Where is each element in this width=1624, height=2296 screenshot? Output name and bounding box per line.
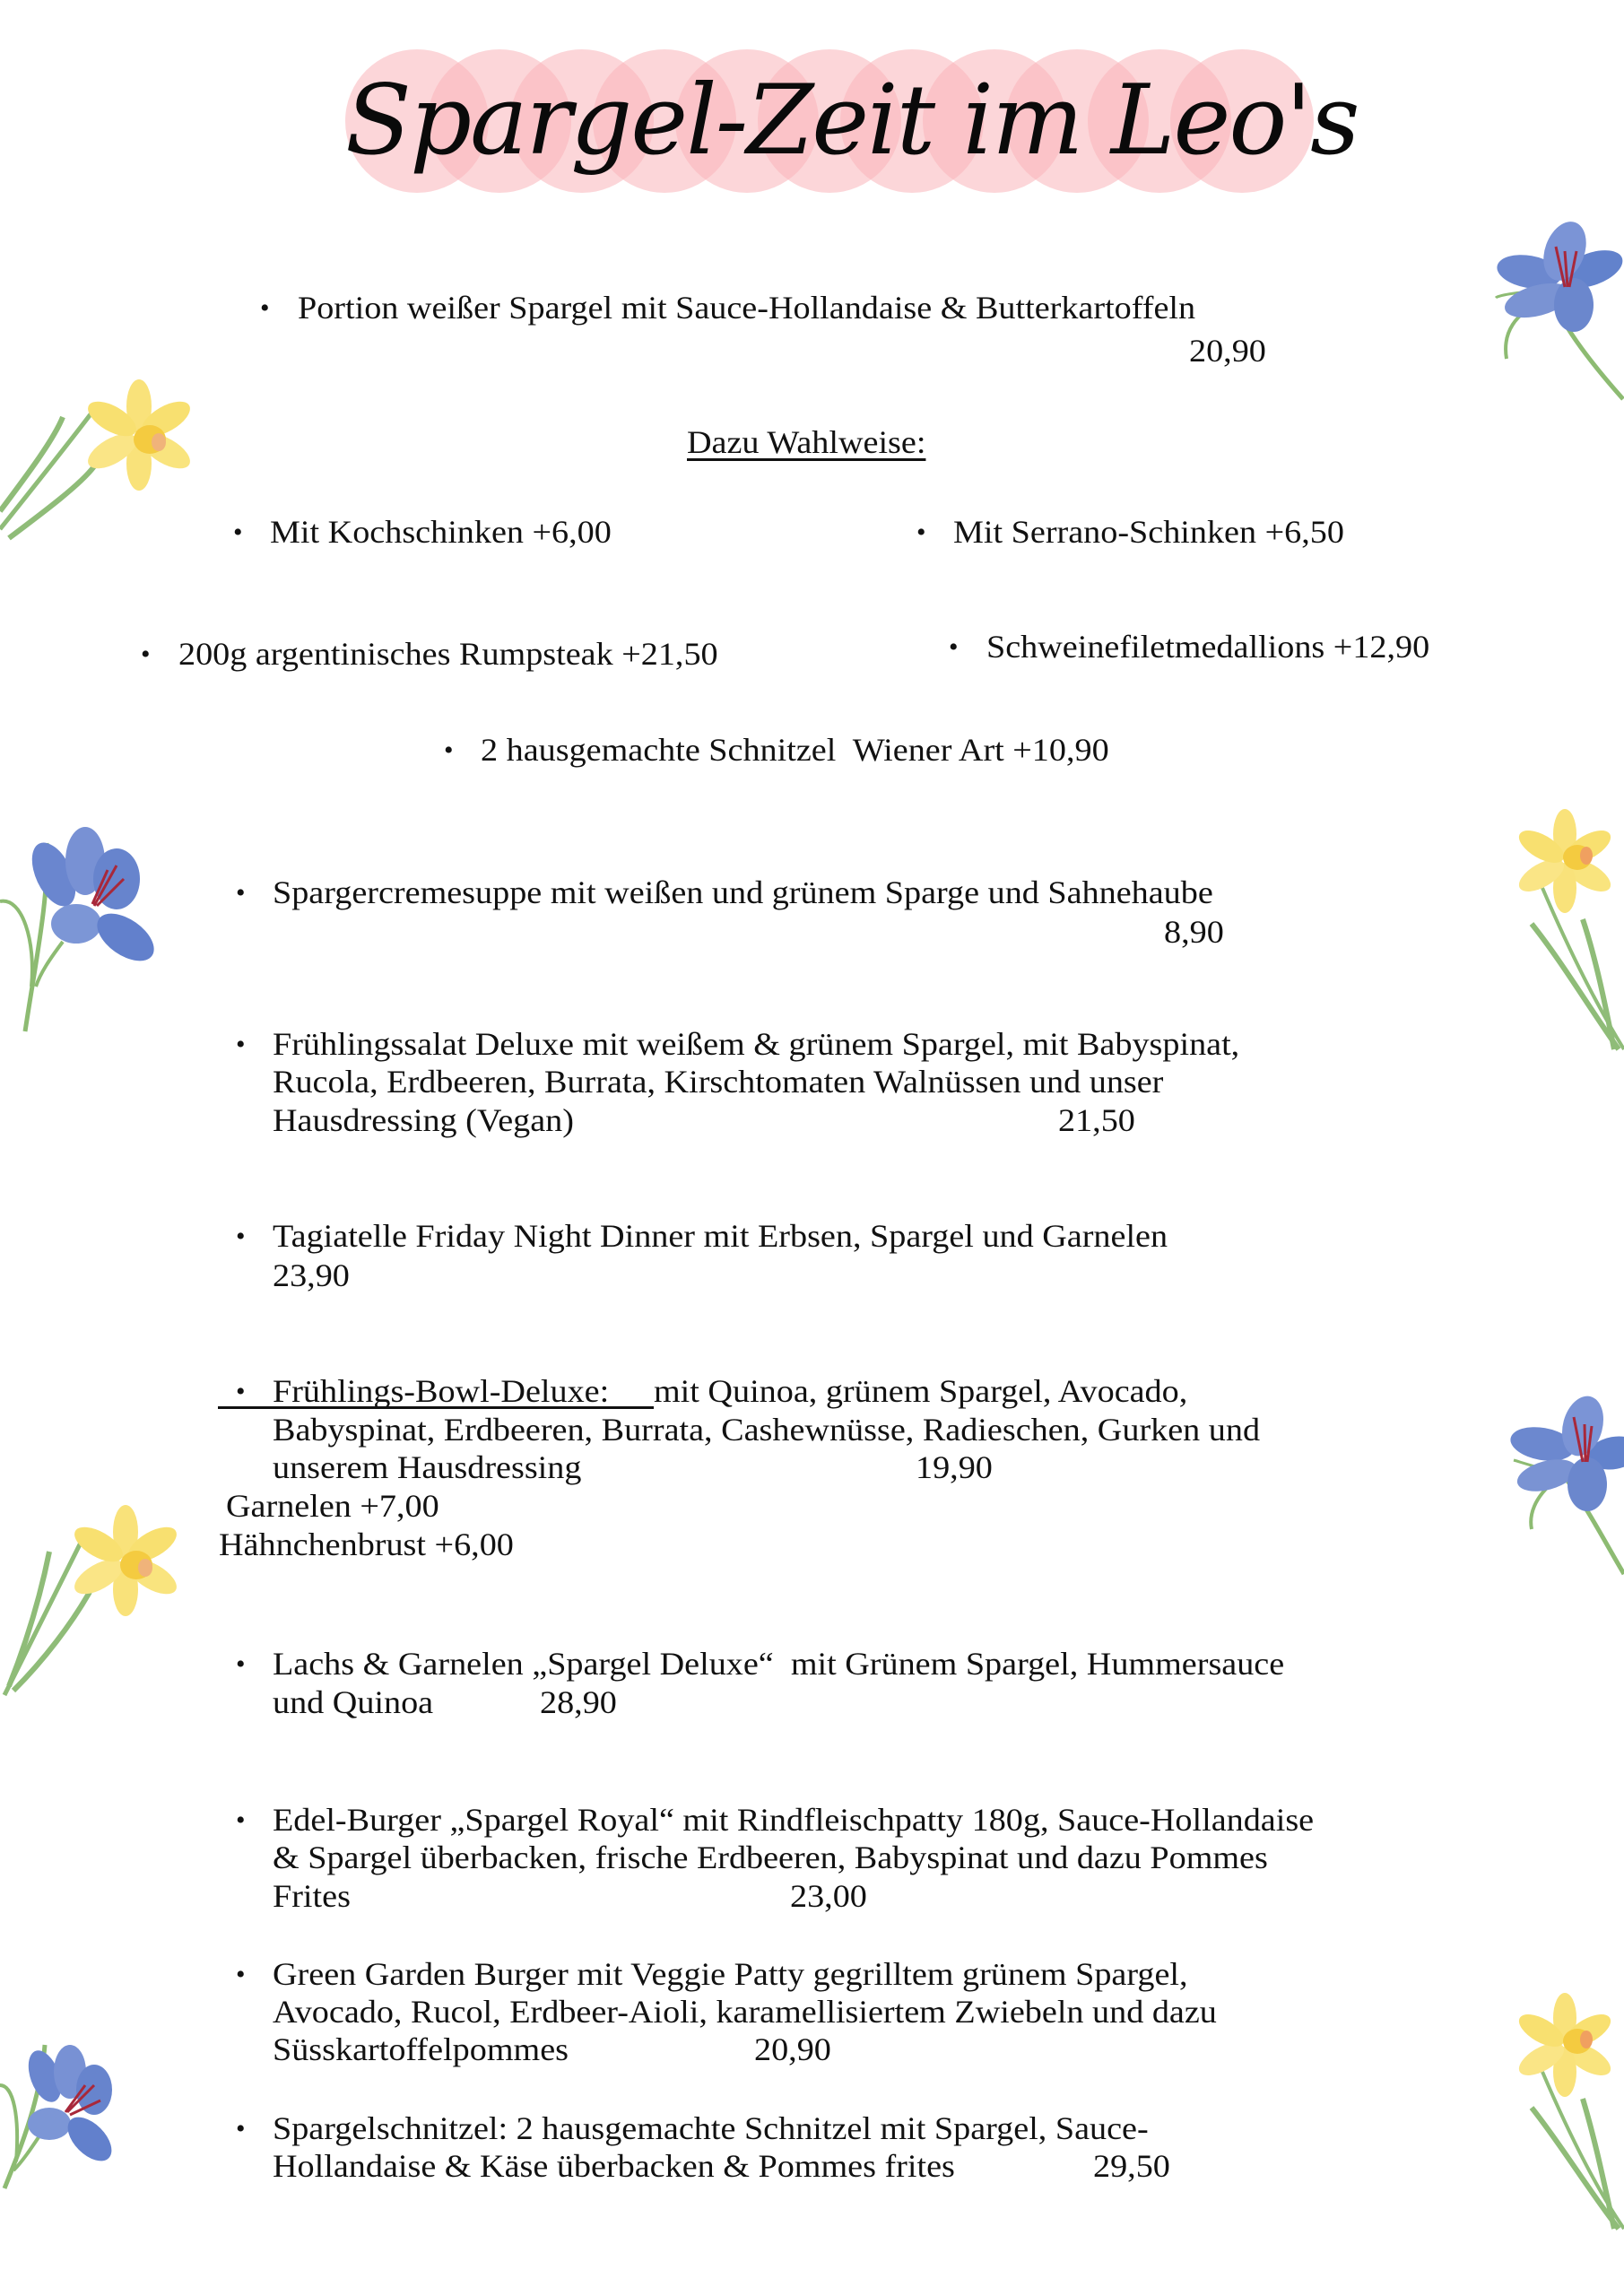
menu-item-name: Frühlings-Bowl-Deluxe: (273, 1373, 610, 1409)
main-dish-label: Portion weißer Spargel mit Sauce-Hollandaise & Butterkartoffeln (298, 290, 1196, 326)
bullet: • (260, 293, 270, 323)
iris-flower-icon (0, 2036, 126, 2197)
bullet: • (236, 1030, 246, 1059)
option-item: Mit Serrano-Schinken +6,50 (953, 514, 1344, 550)
menu-item-text: und Quinoa (273, 1684, 434, 1720)
option-item: 200g argentinisches Rumpsteak +21,50 (178, 636, 718, 672)
menu-item-extra: Garnelen +7,00 (226, 1488, 439, 1524)
option-item: Schweinefiletmedallions +12,90 (986, 629, 1430, 665)
bullet: • (141, 639, 151, 669)
menu-item-text: Spargercremesuppe mit weißen und grünem Sparge und Sahnehaube (273, 874, 1213, 910)
menu-item-text: Hollandaise & Käse überbacken & Pommes frites (273, 2148, 955, 2184)
menu-item-text: & Spargel überbacken, frische Erdbeeren, Babyspinat und dazu Pommes (273, 1839, 1268, 1875)
menu-item-text: Frühlingssalat Deluxe mit weißem & grünem Spargel, mit Babyspinat, (273, 1026, 1240, 1062)
menu-item-text: unserem Hausdressing (273, 1449, 582, 1485)
menu-item-text: Hausdressing (Vegan) (273, 1102, 574, 1138)
menu-item-price: 28,90 (540, 1684, 617, 1720)
iris-flower-icon (1480, 215, 1624, 404)
menu-item-text: Spargelschnitzel: 2 hausgemachte Schnitzel mit Spargel, Sauce- (273, 2110, 1149, 2146)
menu-item-price: 19,90 (916, 1449, 993, 1485)
menu-item-price: 21,50 (1058, 1102, 1135, 1138)
menu-item-price: 8,90 (1164, 914, 1224, 950)
bullet: • (236, 1649, 246, 1679)
menu-item-text: Babyspinat, Erdbeeren, Burrata, Cashewnüsse, Radieschen, Gurken und (273, 1412, 1261, 1448)
bullet: • (233, 517, 243, 547)
bullet: • (236, 2114, 246, 2144)
bullet: • (236, 1377, 246, 1406)
menu-item-text: Süsskartoffelpommes (273, 2031, 569, 2067)
bullet: • (916, 517, 926, 547)
menu-item-text: Avocado, Rucol, Erdbeer-Aioli, karamellisiertem Zwiebeln und dazu (273, 1994, 1217, 2030)
menu-item-text: Edel-Burger „Spargel Royal“ mit Rindfleischpatty 180g, Sauce-Hollandaise (273, 1802, 1315, 1838)
menu-item-text: Frites (273, 1878, 351, 1914)
menu-item-price: 23,00 (790, 1878, 867, 1914)
menu-item-text: Green Garden Burger mit Veggie Patty gegrilltem grünem Spargel, (273, 1956, 1188, 1992)
title-banner (345, 49, 1359, 193)
bullet: • (236, 1222, 246, 1251)
menu-item-text: Lachs & Garnelen „Spargel Deluxe“ mit Grünem Spargel, Hummersauce (273, 1646, 1285, 1682)
menu-item-text: Rucola, Erdbeeren, Burrata, Kirschtomaten Walnüssen und unser (273, 1064, 1164, 1100)
menu-item-text: Tagiatelle Friday Night Dinner mit Erbsen, Spargel und Garnelen (273, 1218, 1168, 1254)
main-dish-price: 20,90 (1189, 333, 1266, 369)
iris-flower-icon (0, 807, 179, 1040)
daffodil-flower-icon (1498, 1982, 1624, 2233)
option-item: 2 hausgemachte Schnitzel Wiener Art +10,90 (481, 732, 1109, 768)
bullet: • (949, 632, 959, 662)
bullet: • (236, 1805, 246, 1835)
daffodil-flower-icon (1498, 807, 1624, 1058)
menu-item-extra: Hähnchenbrust +6,00 (219, 1526, 514, 1562)
bullet: • (236, 1960, 246, 1989)
menu-item-price: 23,90 (273, 1257, 350, 1293)
iris-flower-icon (1498, 1381, 1624, 1578)
page-title: Spargel-Zeit im Leo's (345, 65, 1359, 177)
option-item: Mit Kochschinken +6,00 (270, 514, 612, 550)
daffodil-flower-icon (0, 368, 197, 547)
options-heading: Dazu Wahlweise: (687, 424, 926, 460)
daffodil-flower-icon (0, 1489, 179, 1704)
bullet: • (236, 878, 246, 908)
menu-item-price: 29,50 (1093, 2148, 1170, 2184)
menu-item-price: 20,90 (754, 2031, 831, 2067)
bullet: • (444, 735, 454, 765)
menu-item-text: mit Quinoa, grünem Spargel, Avocado, (654, 1373, 1188, 1409)
